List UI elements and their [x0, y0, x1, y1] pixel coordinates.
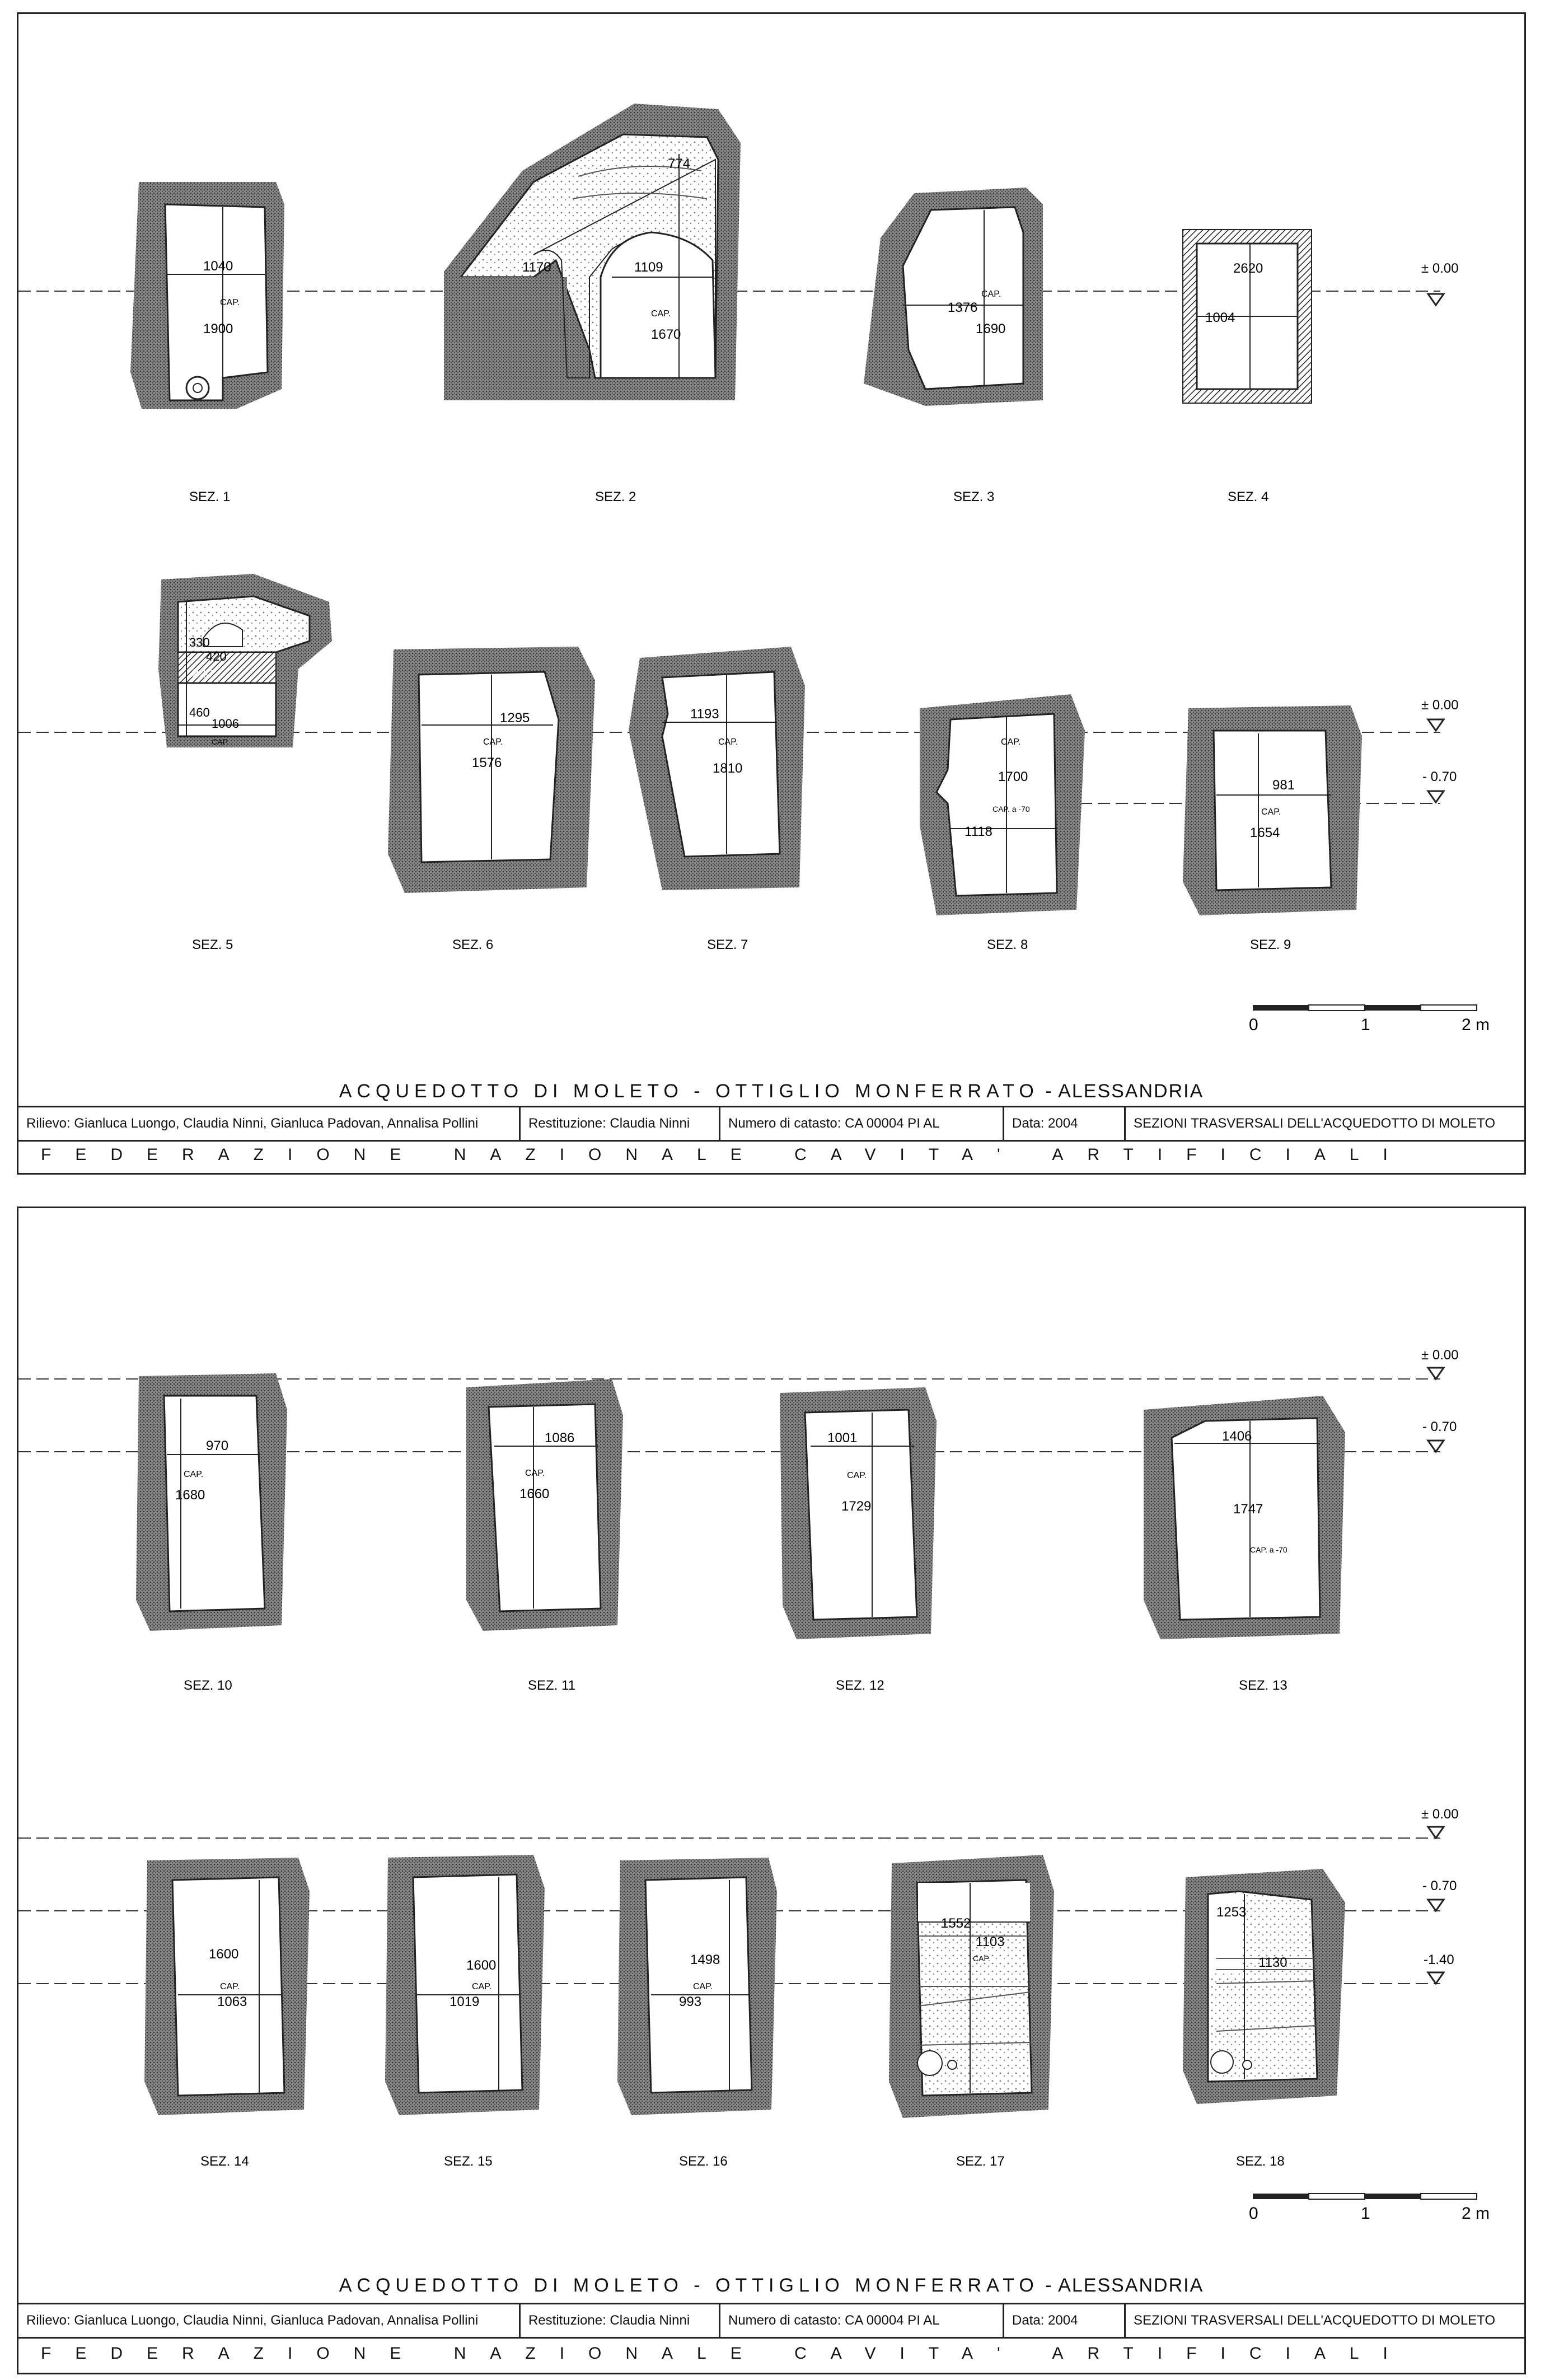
section-label: SEZ. 13 — [1239, 1678, 1288, 1693]
section-11 — [466, 1379, 623, 1631]
svg-text:± 0.00: ± 0.00 — [1421, 1348, 1459, 1363]
svg-text:420: 420 — [206, 649, 227, 663]
catasto-cell: Numero di catasto: CA 00004 PI AL — [720, 2304, 1004, 2337]
svg-text:1600: 1600 — [466, 1958, 497, 1973]
svg-text:CAP.: CAP. — [981, 289, 1001, 299]
section-13 — [1144, 1396, 1345, 1639]
svg-text:1130: 1130 — [1258, 1955, 1288, 1970]
section-label: SEZ. 7 — [707, 937, 748, 952]
svg-text:CAP.: CAP. — [1001, 737, 1021, 747]
svg-text:774: 774 — [668, 156, 691, 171]
level-marker — [1422, 1419, 1457, 1452]
section-8 — [920, 694, 1085, 915]
federation-name: FEDERAZIONE NAZIONALE CAVITA' ARTIFICIALI — [41, 2344, 1412, 2363]
svg-text:1004: 1004 — [1205, 310, 1235, 325]
svg-text:2 m: 2 m — [1462, 1016, 1490, 1034]
svg-text:CAP.: CAP. — [651, 309, 671, 319]
scale-bar — [1249, 2194, 1490, 2223]
svg-text:1680: 1680 — [175, 1488, 205, 1503]
svg-text:1576: 1576 — [472, 755, 502, 770]
svg-text:1253: 1253 — [1216, 1905, 1247, 1920]
level-marker — [1422, 1878, 1457, 1911]
section-label: SEZ. 18 — [1236, 2154, 1285, 2169]
svg-text:- 0.70: - 0.70 — [1422, 1419, 1457, 1434]
rilievo-cell: Rilievo: Gianluca Luongo, Claudia Ninni, Gianluca Padovan, Annalisa Pollini — [18, 2304, 521, 2337]
svg-text:2620: 2620 — [1233, 261, 1263, 276]
section-label: SEZ. 9 — [1250, 937, 1291, 952]
svg-text:± 0.00: ± 0.00 — [1421, 1807, 1459, 1822]
level-marker — [1421, 1348, 1459, 1379]
svg-text:0: 0 — [1249, 1016, 1258, 1034]
svg-text:1729: 1729 — [841, 1499, 872, 1514]
svg-text:1: 1 — [1361, 2204, 1370, 2223]
section-label: SEZ. 14 — [200, 2154, 249, 2169]
section-label: SEZ. 3 — [953, 489, 995, 504]
section-16 — [617, 1858, 777, 2115]
svg-text:970: 970 — [206, 1438, 229, 1453]
svg-text:1170: 1170 — [522, 260, 551, 275]
level-marker — [1421, 1807, 1459, 1838]
section-17 — [889, 1855, 1054, 2118]
svg-text:CAP.: CAP. — [525, 1469, 545, 1478]
svg-text:CAP.: CAP. — [1261, 807, 1281, 817]
section-label: SEZ. 17 — [956, 2154, 1005, 2169]
svg-text:1660: 1660 — [519, 1486, 550, 1502]
info-row — [18, 1106, 1524, 1142]
svg-text:1295: 1295 — [500, 710, 530, 726]
svg-text:1900: 1900 — [203, 321, 233, 336]
svg-text:- 0.70: - 0.70 — [1422, 769, 1457, 784]
svg-text:CAP.: CAP. — [184, 1470, 204, 1479]
section-2 — [444, 104, 741, 400]
sheet-bottom — [17, 1207, 1526, 2374]
sheet-title: ACQUEDOTTO DI MOLETO - OTTIGLIO MONFERRATO - ALESSANDRIA — [339, 1081, 1204, 1102]
section-label: SEZ. 2 — [595, 489, 636, 504]
section-label: SEZ. 5 — [192, 937, 233, 952]
section-label: SEZ. 4 — [1228, 489, 1269, 504]
section-7 — [629, 647, 805, 890]
svg-text:1006: 1006 — [212, 717, 239, 731]
svg-text:1600: 1600 — [209, 1947, 239, 1962]
scale-bar — [1249, 1005, 1490, 1034]
svg-text:1063: 1063 — [217, 1994, 247, 2009]
section-label: SEZ. 10 — [184, 1678, 232, 1693]
svg-text:1376: 1376 — [948, 300, 978, 315]
svg-text:0: 0 — [1249, 2204, 1258, 2223]
svg-text:460: 460 — [189, 705, 210, 719]
svg-text:CAP.: CAP. — [220, 298, 240, 307]
svg-text:981: 981 — [1272, 778, 1295, 793]
section-15 — [385, 1855, 545, 2115]
data-cell: Data: 2004 — [1004, 2304, 1126, 2337]
descrizione-cell: SEZIONI TRASVERSALI DELL'ACQUEDOTTO DI MOLETO — [1134, 2313, 1496, 2328]
info-row — [18, 2303, 1524, 2339]
section-label: SEZ. 1 — [189, 489, 231, 504]
svg-text:1086: 1086 — [545, 1430, 575, 1446]
svg-text:1019: 1019 — [450, 1994, 480, 2009]
section-4 — [1183, 230, 1312, 403]
section-6 — [388, 647, 595, 893]
svg-text:1406: 1406 — [1222, 1429, 1252, 1444]
section-9 — [1183, 705, 1362, 915]
section-3 — [864, 188, 1043, 406]
svg-text:993: 993 — [679, 1994, 702, 2009]
catasto-cell: Numero di catasto: CA 00004 PI AL — [720, 1107, 1004, 1140]
svg-text:1654: 1654 — [1250, 825, 1280, 840]
svg-text:± 0.00: ± 0.00 — [1421, 698, 1459, 713]
sections-drawing-top — [18, 14, 1524, 1173]
sheet-title: ACQUEDOTTO DI MOLETO - OTTIGLIO MONFERRATO - ALESSANDRIA — [339, 2275, 1204, 2296]
svg-text:1747: 1747 — [1233, 1502, 1263, 1517]
svg-text:CAP. a -70: CAP. a -70 — [992, 805, 1030, 813]
svg-text:CAP.: CAP. — [693, 1982, 713, 1991]
svg-text:1040: 1040 — [203, 259, 233, 274]
restituzione-cell: Restituzione: Claudia Ninni — [521, 1107, 720, 1140]
svg-text:CAP.: CAP. — [220, 1982, 240, 1991]
svg-text:- 0.70: - 0.70 — [1422, 1878, 1457, 1893]
svg-text:1670: 1670 — [651, 327, 681, 342]
section-label: SEZ. 16 — [679, 2154, 728, 2169]
svg-text:1: 1 — [1361, 1016, 1370, 1034]
svg-text:1001: 1001 — [827, 1430, 858, 1446]
svg-text:CAP.: CAP. — [973, 1954, 990, 1963]
section-label: SEZ. 11 — [528, 1678, 575, 1693]
svg-text:2 m: 2 m — [1462, 2204, 1490, 2223]
section-14 — [144, 1858, 310, 2115]
federation-footer — [18, 2339, 1524, 2368]
section-label: SEZ. 15 — [444, 2154, 493, 2169]
svg-text:CAP.: CAP. — [718, 737, 738, 747]
section-10 — [136, 1373, 287, 1631]
svg-text:1810: 1810 — [713, 761, 743, 776]
section-18 — [1183, 1869, 1345, 2104]
svg-text:1700: 1700 — [998, 769, 1028, 784]
section-label: SEZ. 12 — [836, 1678, 884, 1693]
section-12 — [780, 1387, 937, 1639]
svg-text:220: 220 — [192, 666, 213, 680]
section-5 — [158, 574, 332, 747]
level-marker — [1421, 261, 1459, 305]
descrizione-cell: SEZIONI TRASVERSALI DELL'ACQUEDOTTO DI MOLETO — [1134, 1116, 1496, 1131]
svg-text:CAP. a -70: CAP. a -70 — [1250, 1545, 1288, 1554]
svg-text:CAP.: CAP. — [483, 737, 503, 747]
svg-text:1118: 1118 — [965, 824, 992, 839]
section-1 — [130, 182, 284, 409]
svg-text:1103: 1103 — [976, 1934, 1005, 1949]
level-marker — [1424, 1952, 1454, 1984]
svg-text:330: 330 — [189, 635, 210, 649]
sheet-top — [17, 12, 1526, 1175]
level-marker — [1421, 698, 1459, 731]
section-label: SEZ. 6 — [452, 937, 494, 952]
svg-text:1498: 1498 — [690, 1952, 720, 1967]
federation-name: FEDERAZIONE NAZIONALE CAVITA' ARTIFICIALI — [41, 1145, 1412, 1164]
restituzione-cell: Restituzione: Claudia Ninni — [521, 2304, 720, 2337]
svg-text:1552: 1552 — [941, 1916, 971, 1931]
federation-footer — [18, 1140, 1524, 1170]
sections-drawing-bottom — [18, 1208, 1524, 2373]
svg-text:± 0.00: ± 0.00 — [1421, 261, 1459, 276]
svg-text:CAP.: CAP. — [212, 737, 229, 746]
data-cell: Data: 2004 — [1004, 1107, 1126, 1140]
rilievo-cell: Rilievo: Gianluca Luongo, Claudia Ninni, Gianluca Padovan, Annalisa Pollini — [18, 1107, 521, 1140]
svg-text:CAP.: CAP. — [472, 1982, 492, 1991]
section-label: SEZ. 8 — [987, 937, 1028, 952]
level-marker — [1422, 769, 1457, 802]
svg-text:1690: 1690 — [976, 321, 1006, 336]
svg-text:1193: 1193 — [690, 707, 719, 722]
svg-text:1109: 1109 — [634, 260, 663, 275]
svg-text:-1.40: -1.40 — [1424, 1952, 1454, 1967]
svg-text:CAP.: CAP. — [847, 1471, 867, 1480]
